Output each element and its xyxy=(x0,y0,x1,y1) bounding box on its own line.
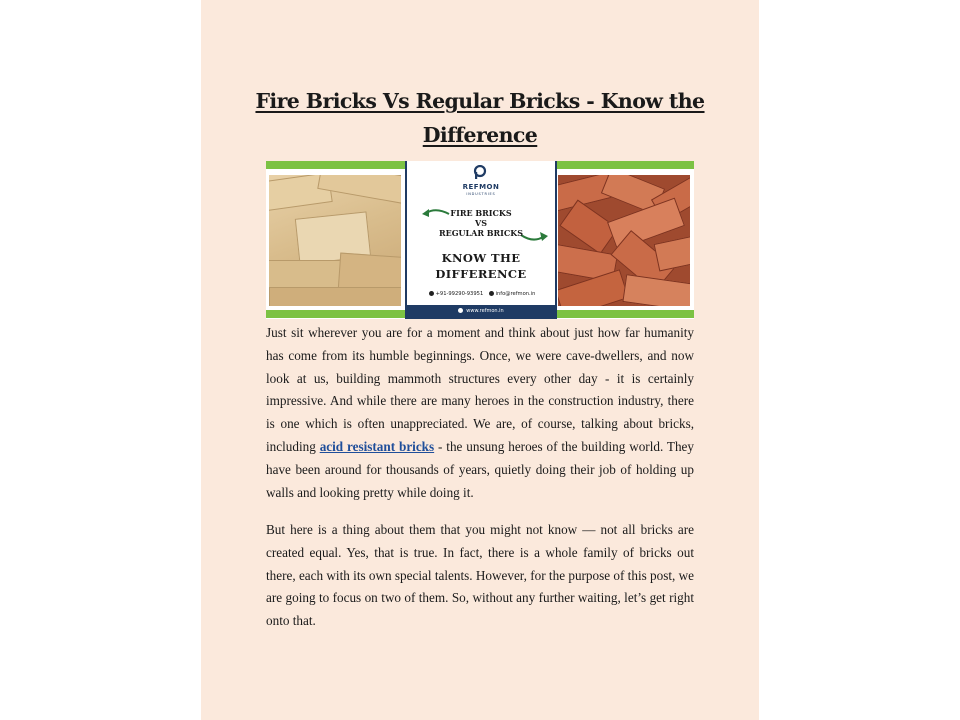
green-stripe xyxy=(555,161,694,169)
refmon-logo-icon xyxy=(473,165,487,179)
email-icon xyxy=(489,291,494,296)
paragraph-intro-text-continued: - the unsung heroes of the building world. They have been around for thousands of years, quietly doing their job of holding up walls and looking pretty while doing it. xyxy=(266,438,694,500)
brand-subtitle: INDUSTRIES xyxy=(466,192,496,196)
email-address: info@refmon.in xyxy=(495,291,536,297)
phone-number: +91-99290-93951 xyxy=(435,291,484,297)
banner-headline xyxy=(407,250,555,282)
banner-line-fire-bricks: FIRE BRICKS xyxy=(450,208,512,218)
website-url: www.refmon.in xyxy=(466,308,504,314)
paragraph-intro-text: Just sit wherever you are for a moment and think about just how far humanity has come from its humble beginnings. Once, we were cave-dwellers, and now look at us, building mammoth structures every other day - it is certainly impressive. And while there are many heroes in the construction industry, there is one which is often unappreciated. We are, of course, talking about bricks, including xyxy=(266,325,694,454)
paragraph-intro xyxy=(266,322,694,504)
banner-line-regular-bricks: REGULAR BRICKS xyxy=(438,228,524,238)
document-page xyxy=(201,0,759,720)
fire-bricks-photo xyxy=(269,175,401,306)
banner-image xyxy=(266,161,694,319)
refmon-card xyxy=(405,161,557,319)
green-stripe xyxy=(266,161,405,169)
green-stripe xyxy=(266,310,405,318)
green-stripe xyxy=(555,310,694,318)
title-text: Fire Bricks Vs Regular Bricks - Know the Difference xyxy=(255,89,705,147)
globe-icon xyxy=(458,308,463,313)
brand-name: REFMON xyxy=(462,183,500,191)
banner-comparison xyxy=(407,208,555,238)
banner-headline-line1: KNOW THE xyxy=(441,251,521,265)
paragraph-second: But here is a thing about them that you might not know — not all bricks are created equal. Yes, that is true. In fact, there is a whole family of bricks out there, each with its own special talents. However, for the purpose of this post, we are going to focus on two of them. So, without any further waiting, let’s get right onto that. xyxy=(266,522,694,629)
website-bar xyxy=(407,305,555,319)
banner-headline-line2: DIFFERENCE xyxy=(435,267,527,281)
banner-line-vs: VS xyxy=(475,218,487,228)
banner-contact xyxy=(407,291,555,297)
red-bricks-photo xyxy=(558,175,690,306)
page-title xyxy=(201,84,759,152)
acid-resistant-bricks-link[interactable]: acid resistant bricks xyxy=(319,438,435,454)
whatsapp-icon xyxy=(429,291,434,296)
